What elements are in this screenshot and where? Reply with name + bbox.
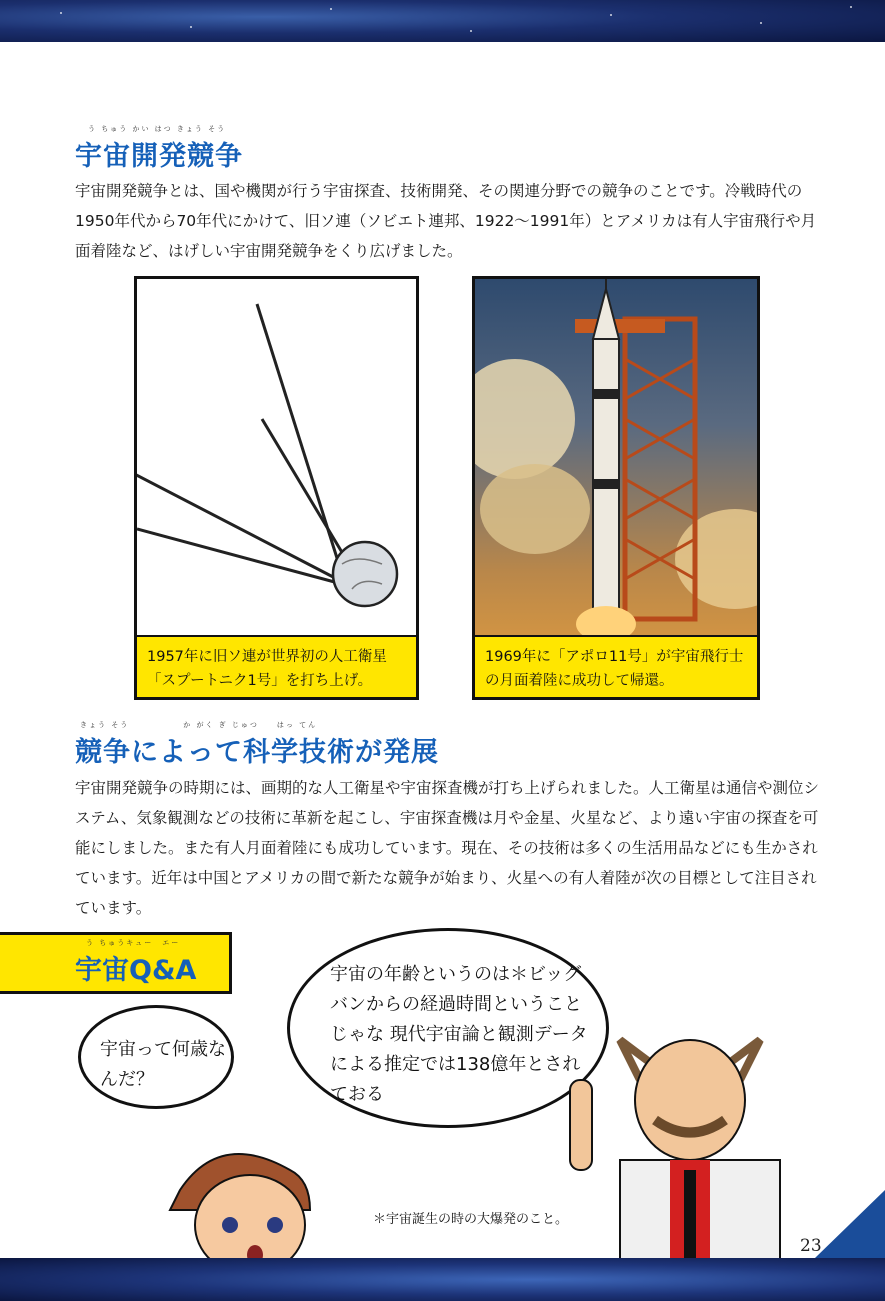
sputnik-caption: 1957年に旧ソ連が世界初の人工衛星「スプートニク1号」を打ち上げ。 — [137, 635, 416, 697]
corner-decoration — [815, 1190, 885, 1258]
section1-title: 宇宙開発競争 — [75, 141, 243, 172]
footnote: ＊宇宙誕生の時の大爆発のこと。 — [373, 1212, 569, 1227]
section1-body: 宇宙開発競争とは、国や機関が行う宇宙探査、技術開発、その関連分野での競争のことです。冷戦時代の1950年代から70年代にかけて、旧ソ連（ソビエト連邦、1922〜1991年）とアメリカは有人宇宙飛行や月面着陸など、はげしい宇宙開発競争をくり広げました。 — [75, 182, 817, 260]
apollo-caption: 1969年に「アポロ11号」が宇宙飛行士の月面着陸に成功して帰還。 — [475, 635, 757, 697]
page-number: 23 — [800, 1236, 822, 1256]
section2-ruby: きょう そう か がく ぎ じゅつ はっ てん — [80, 721, 318, 729]
sputnik-panel — [134, 276, 419, 700]
section2-body: 宇宙開発競争の時期には、画期的な人工衛星や宇宙探査機が打ち上げられました。人工衛星は通信や測位システム、気象観測などの技術に革新を起こし、宇宙探査機は月や金星、火星など、より遠い宇宙の探査を可能にしました。また有人月面着陸にも成功しています。現在、その技術は多くの生活用品などにも生かされています。近年は中国とアメリカの間で新たな競争が始まり、火星への有人着陸が次の目標として注目されています。 — [75, 779, 820, 917]
section1-ruby: う ちゅう かい はつ きょう そう — [88, 125, 227, 133]
apollo-panel — [472, 276, 760, 700]
qa-ruby: う ちゅうキュー エー — [86, 939, 181, 947]
bottom-starfield-band — [0, 1258, 885, 1301]
qa-title: 宇宙Q&A — [75, 955, 197, 986]
boy-speech-text: 宇宙って何歳なんだ？ — [100, 1039, 226, 1090]
professor-character — [560, 1020, 830, 1260]
professor-speech-text: 宇宙の年齢というのは＊ビッグバンからの経過時間ということじゃな 現代宇宙論と観測データによる推定では138億年とされておる — [330, 964, 588, 1105]
section2-title: 競争によって科学技術が発展 — [75, 737, 439, 768]
top-starfield-band — [0, 0, 885, 42]
